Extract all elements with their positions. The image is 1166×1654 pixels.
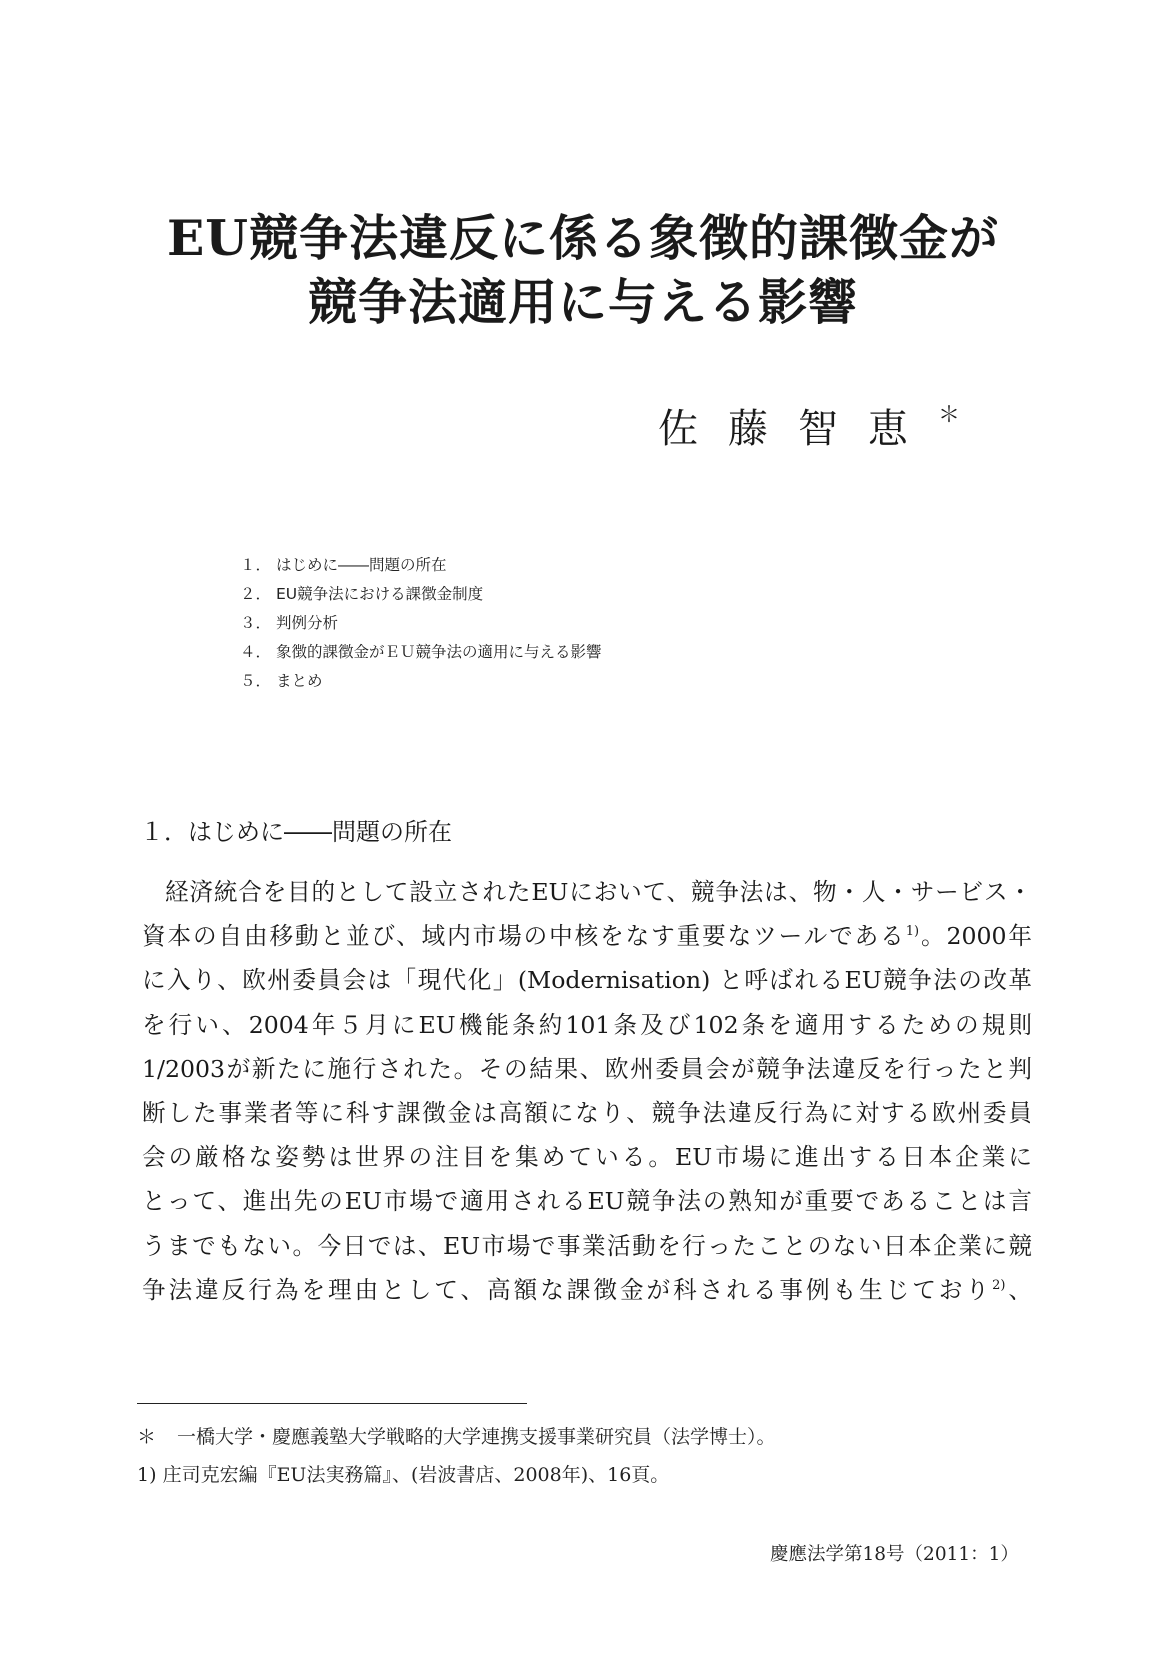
toc-item-label: 判例分析 [276, 614, 339, 632]
body-line [142, 1003, 1032, 1047]
paper-title-line-1: EU競争法違反に係る象徴的課徴金が [166, 209, 1000, 267]
body-line-text: 経済統合を目的として設立されたEUにおいて、競争法は、物・人・サービス・ [165, 878, 1032, 906]
footnote [137, 1456, 776, 1494]
author [658, 397, 960, 454]
toc-item [240, 667, 602, 696]
toc-item-label: まとめ [276, 672, 323, 690]
body-line [142, 1268, 1032, 1312]
toc-item [240, 580, 602, 609]
body-line [142, 1091, 1032, 1135]
body-line [142, 958, 1032, 1002]
author-footnote-mark: ＊ [938, 402, 961, 428]
footnote-ref[interactable]: 2) [992, 1277, 1006, 1293]
toc-item [240, 551, 602, 580]
body-text [142, 870, 1032, 1312]
toc-item-number: ３． [240, 614, 272, 632]
paper-title-line-2: 競争法適用に与える影響 [307, 273, 858, 331]
body-line-text: 。2000年 [919, 922, 1032, 951]
toc-item-label: EU競争法における課徴金制度 [276, 585, 484, 603]
body-line-text: 会の厳格な姿勢は世界の注目を集めている。EU市場に進出する日本企業に [142, 1143, 1032, 1172]
body-line [142, 1224, 1032, 1268]
body-line-text: を行い、2004年５月にEU機能条約101条及び102条を適用するための規則 [142, 1010, 1032, 1039]
body-line [142, 1047, 1032, 1091]
body-line-text: 断した事業者等に科す課徴金は高額になり、競争法違反行為に対する欧州委員 [142, 1098, 1032, 1127]
body-line-text: 争法違反行為を理由として、高額な課徴金が科される事例も生じており [142, 1275, 993, 1304]
body-line [142, 1179, 1032, 1223]
body-line-text: うまでもない。今日では、EU市場で事業活動を行ったことのない日本企業に競 [142, 1231, 1032, 1260]
body-line [142, 914, 1032, 958]
body-line-text: 資本の自由移動と並び、域内市場の中核をなす重要なツールである [142, 922, 906, 951]
section-title: はじめに――問題の所在 [188, 818, 452, 846]
footnote-mark: 1) [137, 1464, 157, 1486]
toc-item [240, 609, 602, 638]
body-line-text: に入り、欧州委員会は「現代化」(Modernisation) と呼ばれるEU競争法の改革 [142, 966, 1032, 995]
body-line-text: 1/2003が新たに施行された。その結果、欧州委員会が競争法違反を行ったと判 [142, 1054, 1032, 1083]
toc-item-number: ２． [240, 585, 272, 603]
footnote-ref[interactable]: 1) [905, 924, 920, 940]
table-of-contents [240, 551, 602, 696]
author-name: 佐藤智恵 [658, 406, 938, 452]
journal-name: 慶應法学第18号 [770, 1544, 905, 1565]
footnote-text: 庄司克宏編『EU法実務篇』、(岩波書店、2008年)、16頁。 [162, 1464, 670, 1486]
section-number: １． [140, 818, 188, 846]
toc-item [240, 638, 602, 667]
body-line [142, 1135, 1032, 1179]
footnotes [137, 1418, 776, 1494]
footnote-text: 一橋大学・慶應義塾大学戦略的大学連携支援事業研究員（法学博士）。 [177, 1426, 776, 1448]
toc-item-label: 象徴的課徴金がＥＵ競争法の適用に与える影響 [276, 643, 602, 661]
toc-item-number: ５． [240, 672, 272, 690]
toc-item-number: １． [240, 556, 272, 574]
footnote [137, 1418, 776, 1456]
journal-footer [770, 1540, 1019, 1566]
footnote-mark: ＊ [137, 1426, 157, 1448]
body-line-text: 、 [1005, 1275, 1033, 1304]
journal-issue: （2011：1） [904, 1544, 1019, 1565]
toc-item-number: ４． [240, 643, 272, 661]
section-heading [140, 812, 452, 847]
body-line [142, 870, 1032, 914]
toc-item-label: はじめに――問題の所在 [276, 556, 447, 574]
footnote-divider [137, 1403, 527, 1404]
body-line-text: とって、進出先のEU市場で適用されるEU競争法の熟知が重要であることは言 [142, 1187, 1032, 1216]
